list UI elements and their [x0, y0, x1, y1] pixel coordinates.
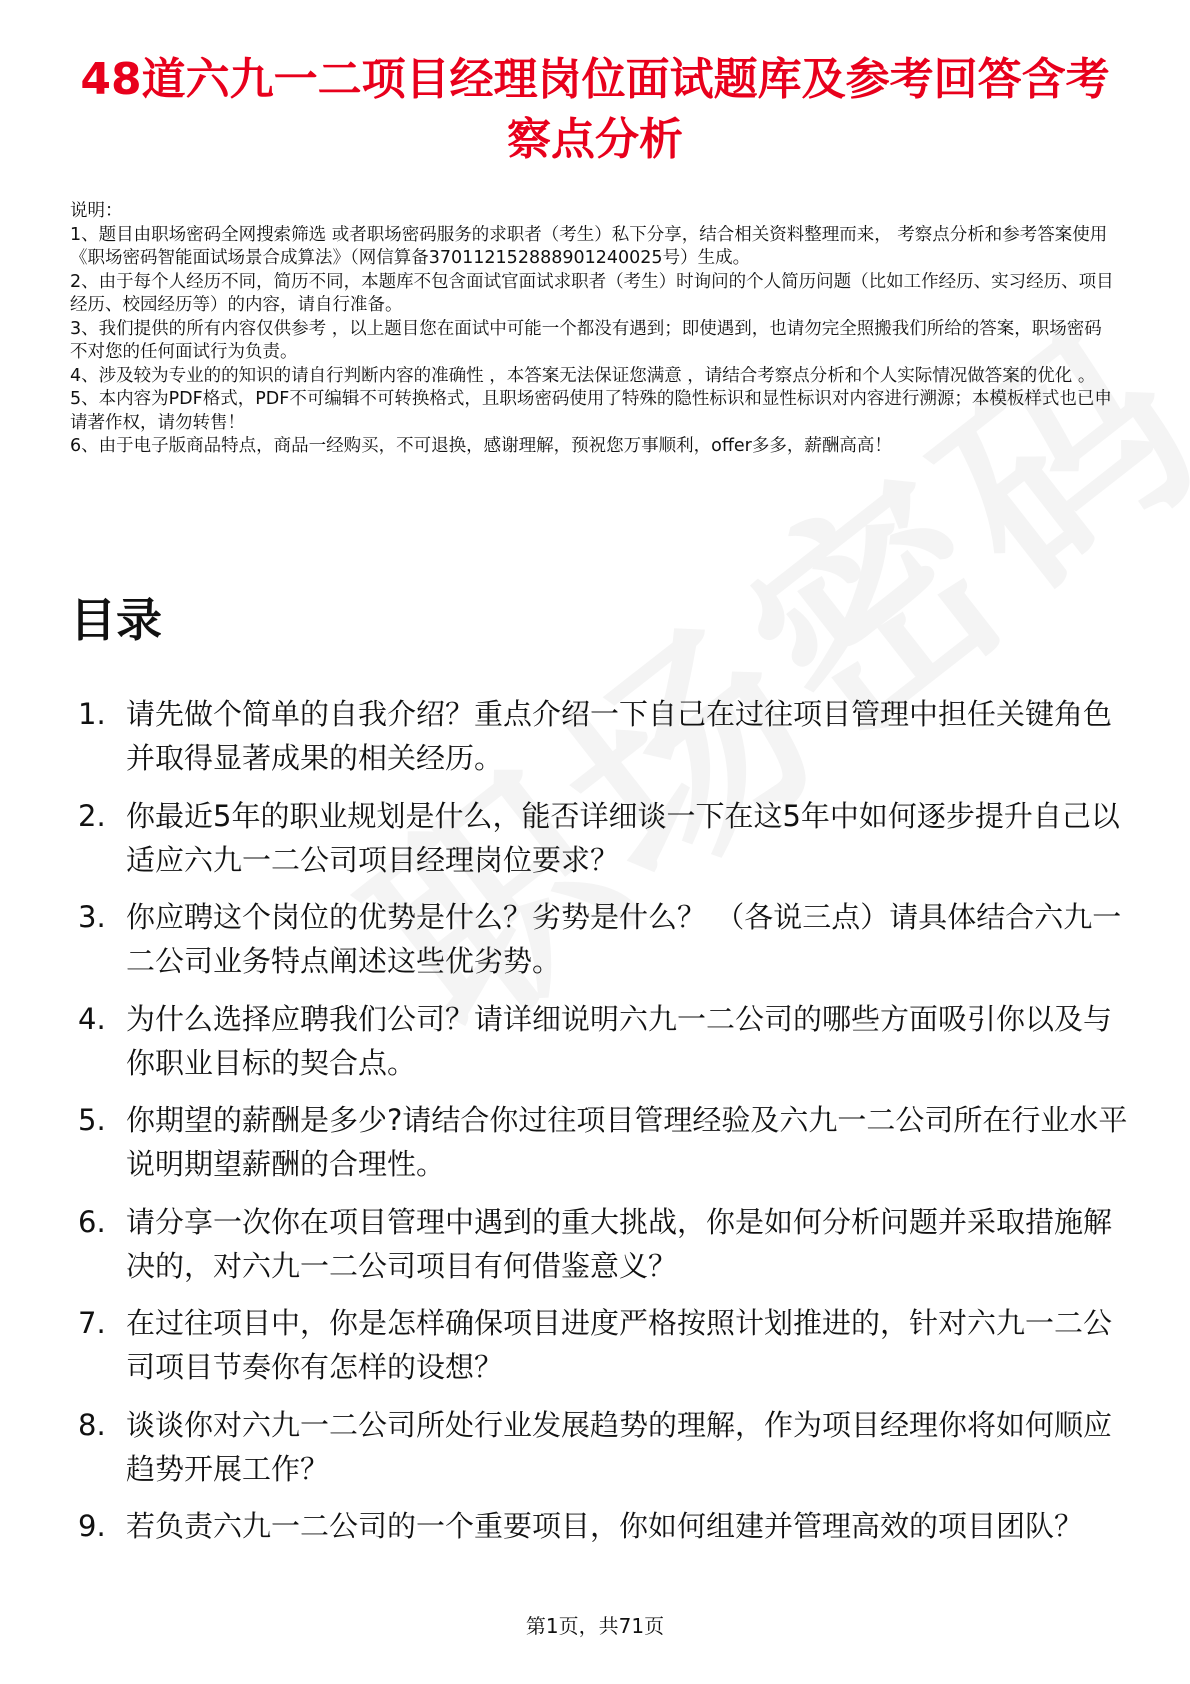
toc-item[interactable]	[78, 1200, 1128, 1288]
toc-item-text: 你最近5年的职业规划是什么，能否详细谈一下在这5年中如何逐步提升自己以适应六九一二公司项目经理岗位要求？	[126, 798, 1120, 877]
note-item: 3、我们提供的所有内容仅供参考 ，以上题目您在面试中可能一个都没有遇到；即使遇到，也请勿完全照搬我们所给的答案，职场密码不对您的任何面试行为负责。	[70, 318, 1102, 362]
toc-item-number: 4.	[78, 1001, 106, 1036]
toc-item[interactable]	[78, 794, 1128, 882]
toc-item-text: 为什么选择应聘我们公司？请详细说明六九一二公司的哪些方面吸引你以及与你职业目标的契合点。	[126, 1001, 1113, 1080]
toc-item-number: 6.	[78, 1204, 106, 1239]
toc-item-number: 8.	[78, 1407, 106, 1442]
note-item: 4、涉及较为专业的的知识的请自行判断内容的准确性 ，本答案无法保证您满意 ，请结合考察点分析和个人实际情况做答案的优化 。	[70, 365, 1096, 386]
toc-item[interactable]	[78, 692, 1128, 780]
toc-item[interactable]	[78, 997, 1128, 1085]
toc-item-number: 5.	[78, 1103, 106, 1137]
toc-item-text: 若负责六九一二公司的一个重要项目，你如何组建并管理高效的项目团队？	[126, 1509, 1084, 1543]
toc-item-number: 9.	[78, 1509, 106, 1543]
page-footer: 第1页，共71页	[525, 1614, 665, 1638]
toc-item-text: 你期望的薪酬是多少?请结合你过往项目管理经验及六九一二公司所在行业水平说明期望薪酬的合理性。	[126, 1103, 1128, 1181]
toc-item[interactable]	[78, 1301, 1128, 1389]
toc-list	[78, 692, 1128, 1606]
notes-heading: 说明：	[70, 201, 123, 221]
toc-item-text: 谈谈你对六九一二公司所处行业发展趋势的理解，作为项目经理你将如何顺应趋势开展工作？	[126, 1407, 1113, 1486]
toc-item-text: 在过往项目中，你是怎样确保项目进度严格按照计划推进的，针对六九一二公司项目节奏你有怎样的设想？	[126, 1306, 1113, 1384]
toc-item[interactable]	[78, 1403, 1128, 1491]
toc-item-text: 你应聘这个岗位的优势是什么？劣势是什么？ （各说三点）请具体结合六九一二公司业务特点阐述这些优劣势。	[126, 900, 1122, 978]
toc-item-text: 请先做个简单的自我介绍？重点介绍一下自己在过往项目管理中担任关键角色并取得显著成果的相关经历。	[126, 697, 1113, 775]
note-item: 2、由于每个人经历不同，简历不同，本题库不包含面试官面试求职者（考生）时询问的个人简历问题（比如工作经历、实习经历、项目经历、校园经历等）的内容，请自行准备。	[70, 271, 1114, 315]
toc-item-number: 7.	[78, 1306, 106, 1340]
page-title: 48道六九一二项目经理岗位面试题库及参考回答含考察点分析	[80, 54, 1110, 165]
note-item: 5、本内容为PDF格式，PDF不可编辑不可转换格式，且职场密码使用了特殊的隐性标识和显性标识对内容进行溯源；本模板样式也已申请著作权，请勿转售！	[70, 389, 1112, 433]
toc-item-text: 请分享一次你在项目管理中遇到的重大挑战，你是如何分析问题并采取措施解决的，对六九一二公司项目有何借鉴意义？	[126, 1204, 1113, 1283]
toc-item[interactable]	[78, 1504, 1128, 1592]
toc-item-number: 1.	[78, 697, 106, 731]
toc-item[interactable]	[78, 1098, 1128, 1186]
toc-item[interactable]	[78, 895, 1128, 983]
toc-item-number: 2.	[78, 798, 106, 833]
toc-item-number: 3.	[78, 900, 106, 934]
note-item: 6、由于电子版商品特点，商品一经购买，不可退换，感谢理解，预祝您万事顺利，offer多多，薪酬高高！	[70, 436, 892, 456]
note-item: 1、题目由职场密码全网搜索筛选 或者职场密码服务的求职者（考生）私下分享，结合相关资料整理而来， 考察点分析和参考答案使用《职场密码智能面试场景合成算法》（网信算备370112152888901240025号）生成。	[70, 224, 1108, 268]
notes-section	[70, 200, 1115, 459]
toc-heading: 目录	[70, 593, 162, 647]
